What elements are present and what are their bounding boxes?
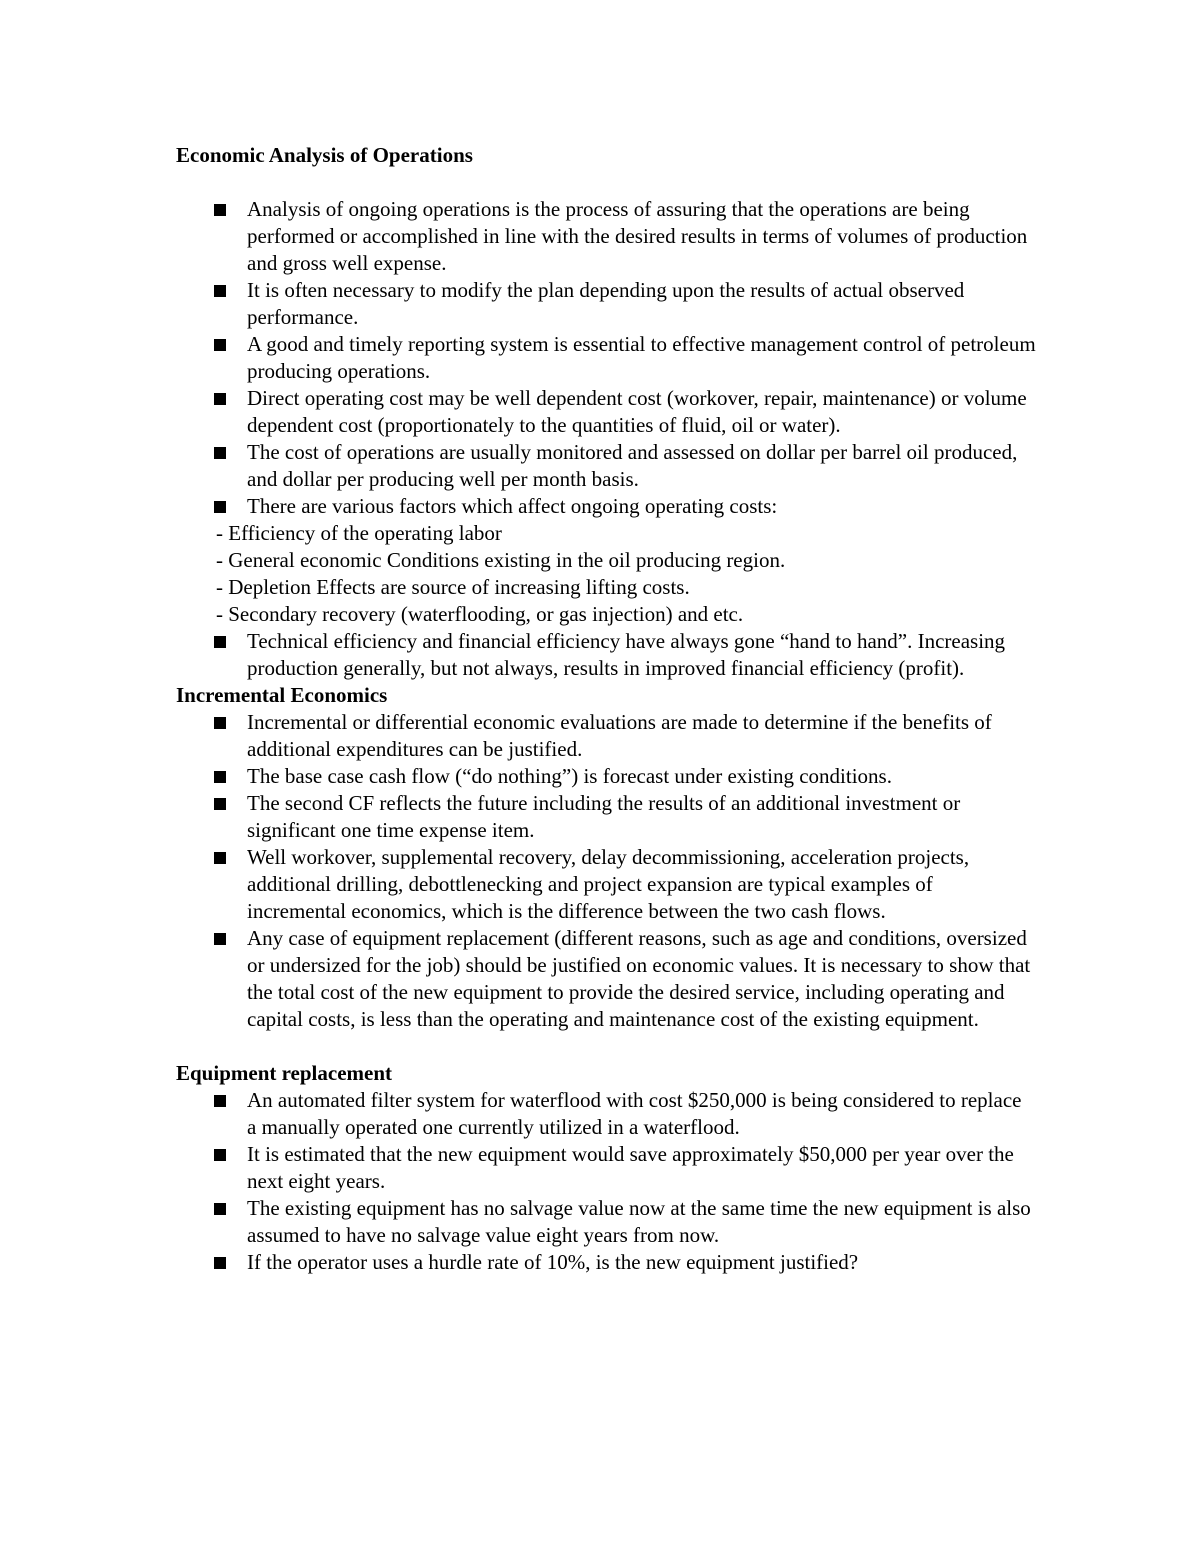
dash-list-item: - Depletion Effects are source of increasing lifting costs. [216, 575, 690, 599]
dash-list-item: - Efficiency of the operating labor [216, 521, 502, 545]
list-item [176, 1195, 1036, 1249]
square-bullet-icon [214, 447, 226, 459]
list-item-text: A good and timely reporting system is essential to effective management control of petroleum producing operations. [247, 332, 1036, 383]
square-bullet-icon [214, 1257, 226, 1269]
square-bullet-icon [214, 717, 226, 729]
list-item [176, 331, 1036, 385]
square-bullet-icon [214, 204, 226, 216]
list-item-text: Direct operating cost may be well dependent cost (workover, repair, maintenance) or volume dependent cost (proportionately to the quantities of fluid, oil or water). [247, 386, 1027, 437]
square-bullet-icon [214, 339, 226, 351]
list-item [176, 196, 1036, 277]
list-item-text: The base case cash flow (“do nothing”) is forecast under existing conditions. [247, 764, 892, 788]
list-item [176, 763, 1036, 790]
square-bullet-icon [214, 771, 226, 783]
list-item [176, 1087, 1036, 1141]
list-item [176, 1249, 1036, 1276]
list-item [176, 709, 1036, 763]
list-item-text: If the operator uses a hurdle rate of 10%, is the new equipment justified? [247, 1250, 859, 1274]
square-bullet-icon [214, 636, 226, 648]
section-heading-economic-analysis: Economic Analysis of Operations [176, 143, 473, 167]
square-bullet-icon [214, 798, 226, 810]
square-bullet-icon [214, 393, 226, 405]
square-bullet-icon [214, 852, 226, 864]
dash-list-item: - Secondary recovery (waterflooding, or gas injection) and etc. [216, 602, 744, 626]
list-item [176, 1141, 1036, 1195]
list-item-text: The existing equipment has no salvage value now at the same time the new equipment is also assumed to have no salvage value eight years from now. [247, 1196, 1031, 1247]
list-item-text: An automated filter system for waterflood with cost $250,000 is being considered to replace a manually operated one currently utilized in a waterflood. [247, 1088, 1022, 1139]
list-item [176, 925, 1036, 1033]
square-bullet-icon [214, 501, 226, 513]
list-item-text: Technical efficiency and financial efficiency have always gone “hand to hand”. Increasing production generally, but not always, results in improved financial efficiency (profit). [247, 629, 1006, 680]
list-item-text: There are various factors which affect ongoing operating costs: [247, 494, 778, 518]
list-item [176, 628, 1036, 682]
list-item [176, 277, 1036, 331]
square-bullet-icon [214, 933, 226, 945]
square-bullet-icon [214, 1149, 226, 1161]
list-item-text: It is often necessary to modify the plan depending upon the results of actual observed performance. [247, 278, 965, 329]
list-item-text: Incremental or differential economic evaluations are made to determine if the benefits of additional expenditures can be justified. [247, 710, 992, 761]
spacer [176, 169, 1036, 196]
list-item-text: The cost of operations are usually monitored and assessed on dollar per barrel oil produced, and dollar per producing well per month basis. [247, 440, 1018, 491]
list-item [176, 493, 1036, 520]
section-heading-equipment-replacement: Equipment replacement [176, 1061, 393, 1085]
spacer [176, 1033, 1036, 1060]
section-heading-incremental-economics: Incremental Economics [176, 683, 388, 707]
list-item-text: The second CF reflects the future including the results of an additional investment or significant one time expense item. [247, 791, 961, 842]
square-bullet-icon [214, 1095, 226, 1107]
list-item-text: It is estimated that the new equipment would save approximately $50,000 per year over the next eight years. [247, 1142, 1014, 1193]
list-item [176, 385, 1036, 439]
list-item-text: Any case of equipment replacement (different reasons, such as age and conditions, oversized or undersized for the job) should be justified on economic values. It is necessary to show that the total cost of the new equipment to provide the desired service, including operating and capital costs, is less than the operating and maintenance cost of the existing equipment. [247, 926, 1031, 1031]
list-item-text: Analysis of ongoing operations is the process of assuring that the operations are being performed or accomplished in line with the desired results in terms of volumes of production and gross well expense. [247, 197, 1028, 275]
list-item [176, 439, 1036, 493]
square-bullet-icon [214, 285, 226, 297]
document-content [176, 142, 1036, 1276]
list-item [176, 844, 1036, 925]
list-item-text: Well workover, supplemental recovery, delay decommissioning, acceleration projects, additional drilling, debottlenecking and project expansion are typical examples of incremental economics, which is the difference between the two cash flows. [247, 845, 970, 923]
square-bullet-icon [214, 1203, 226, 1215]
list-item [176, 790, 1036, 844]
dash-list-item: - General economic Conditions existing in the oil producing region. [216, 548, 786, 572]
